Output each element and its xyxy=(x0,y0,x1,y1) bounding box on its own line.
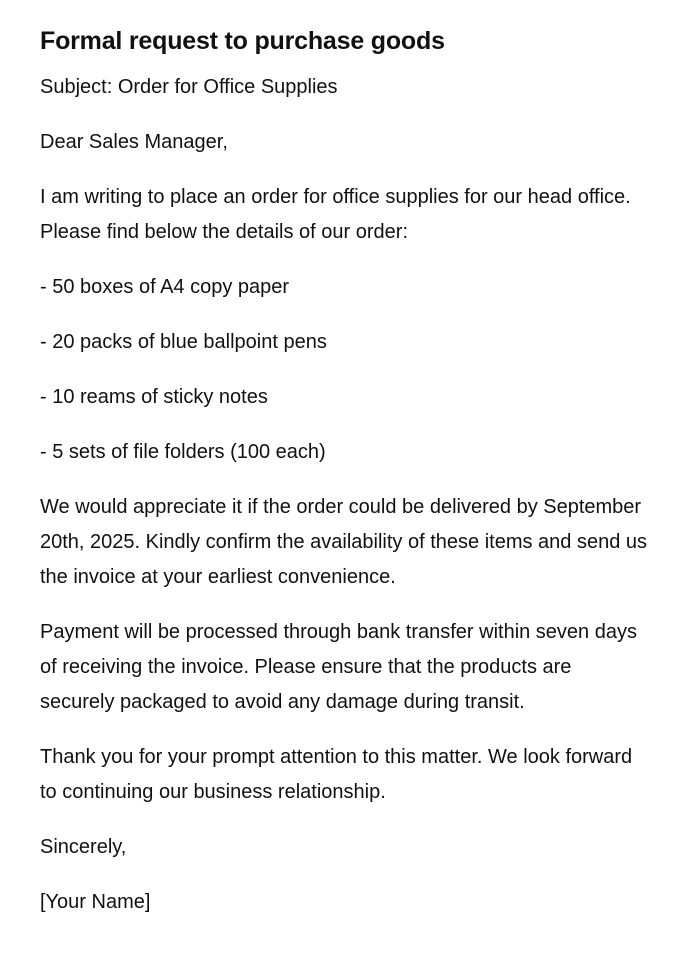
closing: Sincerely, xyxy=(40,836,127,858)
order-item: - 20 packs of blue ballpoint pens xyxy=(40,331,327,353)
document-title: Formal request to purchase goods xyxy=(40,27,445,55)
letter-document xyxy=(40,24,650,920)
signature-placeholder: [Your Name] xyxy=(40,891,151,913)
subject-line: Subject: Order for Office Supplies xyxy=(40,76,338,98)
thanks-paragraph: Thank you for your prompt attention to this matter. We look forward to continuing our business relationship. xyxy=(40,746,633,803)
delivery-paragraph: We would appreciate it if the order could be delivered by September 20th, 2025. Kindly confirm the availability of these items and send us the invoice at your earliest convenience. xyxy=(40,496,648,588)
intro-paragraph: I am writing to place an order for office supplies for our head office. Please find below the details of our order: xyxy=(40,186,631,243)
order-item: - 10 reams of sticky notes xyxy=(40,386,268,408)
order-item: - 50 boxes of A4 copy paper xyxy=(40,276,290,298)
payment-paragraph: Payment will be processed through bank transfer within seven days of receiving the invoice. Please ensure that the products are securely packaged to avoid any damage during transit. xyxy=(40,621,637,713)
order-item: - 5 sets of file folders (100 each) xyxy=(40,441,326,463)
salutation: Dear Sales Manager, xyxy=(40,131,228,153)
